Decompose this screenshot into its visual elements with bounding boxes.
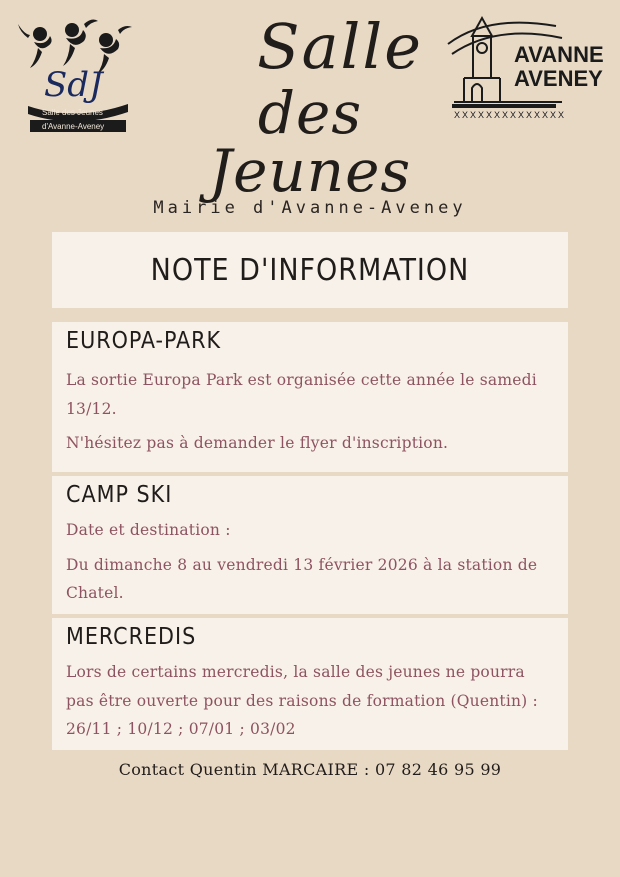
section-paragraph: Du dimanche 8 au vendredi 13 février 2026 à la station de Chatel.	[66, 555, 538, 603]
avanne-aveney-logo	[442, 10, 612, 122]
script-title-line1: Salle	[257, 10, 423, 83]
svg-text:Salle des Jeunes: Salle des Jeunes	[42, 108, 103, 117]
mairie-subtitle: Mairie d'Avanne-Aveney	[153, 198, 467, 218]
svg-text:d'Avanne-Aveney: d'Avanne-Aveney	[42, 122, 105, 131]
section-heading: CAMP SKI	[66, 482, 173, 509]
section-heading: MERCREDIS	[66, 624, 197, 651]
document-script-title	[150, 4, 470, 205]
page-title: NOTE D'INFORMATION	[150, 252, 470, 288]
section-heading: EUROPA-PARK	[66, 328, 222, 354]
avanne-logo-line1: AVANNE	[514, 42, 604, 67]
sdj-logo	[14, 14, 142, 136]
document-header	[0, 0, 620, 232]
contact-line: Contact Quentin MARCAIRE : 07 82 46 95 99	[118, 760, 502, 780]
svg-text:SdJ: SdJ	[44, 65, 103, 105]
section-camp-ski	[0, 476, 620, 614]
section-paragraph: Date et destination :	[66, 521, 231, 540]
avanne-logo-line2: AVENEY	[514, 66, 603, 91]
section-body	[52, 652, 568, 750]
section-heading-container	[52, 476, 568, 510]
section-europa-park	[0, 322, 620, 472]
section-paragraph: La sortie Europa Park est organisée cette année le samedi 13/12.	[66, 371, 537, 418]
note-banner	[52, 232, 568, 308]
section-paragraph: Lors de certains mercredis, la salle des jeunes ne pourra pas être ouverte pour des raisons de formation (Quentin) : 26/11 ; 10/12 ; 07/01 ; 03/02	[66, 663, 538, 739]
section-heading-container	[52, 618, 568, 652]
section-heading-container	[52, 322, 568, 356]
section-body	[52, 510, 568, 614]
section-body	[52, 356, 568, 472]
section-mercredis	[0, 618, 620, 750]
script-title-line2: des Jeunes	[208, 79, 412, 205]
svg-text:XXXXXXXXXXXXXX: XXXXXXXXXXXXXX	[454, 110, 567, 120]
section-paragraph: N'hésitez pas à demander le flyer d'inscription.	[66, 434, 449, 453]
